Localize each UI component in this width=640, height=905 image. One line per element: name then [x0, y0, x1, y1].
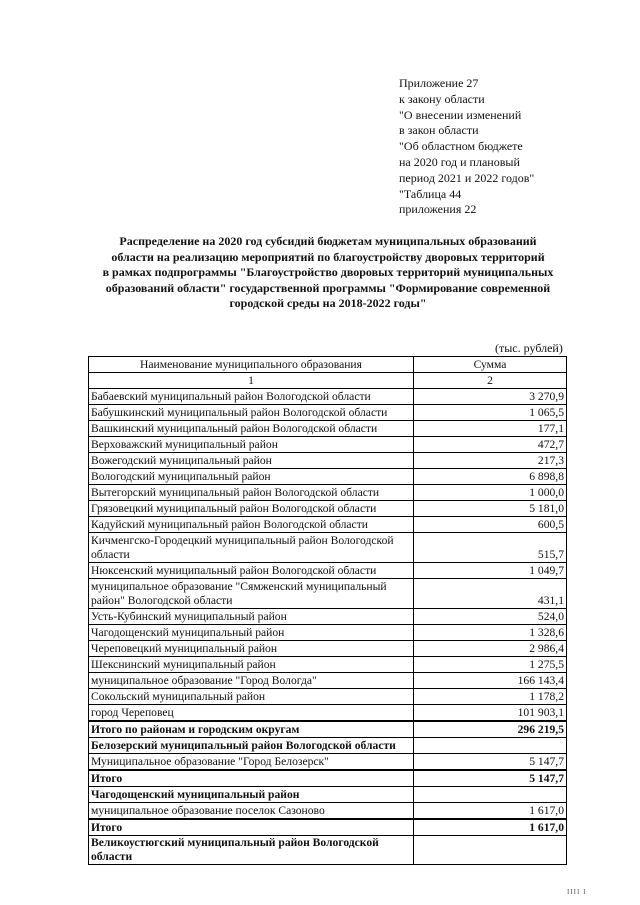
municipality-name-line: муниципальное образование "Сямженский муниципальный	[91, 580, 387, 593]
table-row	[89, 803, 567, 820]
page-mark: ІІІІ І	[567, 888, 587, 896]
column-header-name: Наименование муниципального образования	[89, 357, 414, 373]
subsidy-amount: 1 328,6	[414, 625, 567, 641]
municipality-name: Итого	[89, 819, 414, 836]
total-row	[89, 770, 567, 787]
units-label: (тыс. рублей)	[495, 341, 563, 355]
subsidy-amount	[414, 836, 567, 865]
column-number-1: 1	[89, 373, 414, 389]
table-row	[89, 754, 567, 771]
municipality-name: Белозерский муниципальный район Вологодской области	[89, 738, 414, 754]
subsidy-amount: 2 986,4	[414, 641, 567, 657]
municipality-name: Вожегодский муниципальный район	[89, 453, 414, 469]
title-line: в рамках подпрограммы "Благоустройство дворовых территорий муниципальных	[102, 265, 554, 280]
subsidy-amount: 431,1	[414, 579, 567, 609]
subsidy-amount: 3 270,9	[414, 389, 567, 405]
table-row	[89, 641, 567, 657]
table-row	[89, 421, 567, 437]
table-row	[89, 453, 567, 469]
municipality-name: Чагодощенский муниципальный район	[89, 625, 414, 641]
appendix-line: Приложение 27	[399, 76, 479, 90]
appendix-line: период 2021 и 2022 годов"	[399, 170, 535, 185]
table-row	[89, 469, 567, 485]
table-row	[89, 437, 567, 453]
municipality-name: Шекснинский муниципальный район	[89, 657, 414, 673]
municipality-name: муниципальное образование поселок Сазоново	[89, 803, 414, 820]
municipality-name-line: области	[91, 548, 130, 561]
municipality-name: Бабаевский муниципальный район Вологодской области	[89, 389, 414, 405]
municipality-name: Муниципальное образование "Город Белозерск"	[89, 754, 414, 771]
subsidy-amount	[414, 738, 567, 754]
municipality-name: Вашкинский муниципальный район Вологодской области	[89, 421, 414, 437]
appendix-line: "Об областном бюджете	[399, 139, 523, 154]
appendix-line: в закон области	[399, 123, 479, 138]
appendix-note	[399, 76, 534, 218]
subsidy-amount: 1 178,2	[414, 689, 567, 705]
municipality-name: Кадуйский муниципальный район Вологодской области	[89, 517, 414, 533]
municipality-name-line: район" Вологодской области	[91, 594, 233, 607]
subsidy-amount: 524,0	[414, 609, 567, 625]
table-header-row	[89, 357, 567, 373]
table-row	[89, 657, 567, 673]
table-row	[89, 625, 567, 641]
title-line: городской среды на 2018-2022 годы"	[229, 296, 427, 311]
municipality-name: Вологодский муниципальный район	[89, 469, 414, 485]
appendix-line: "Таблица 44	[399, 186, 462, 201]
municipality-name: Бабушкинский муниципальный район Вологодской области	[89, 405, 414, 421]
subsidy-amount: 1 617,0	[414, 819, 567, 836]
title-line: Распределение на 2020 год субсидий бюджетам муниципальных образований	[119, 234, 537, 248]
municipality-name: Итого	[89, 770, 414, 787]
subsidy-table	[88, 356, 567, 865]
section-header-row	[89, 787, 567, 803]
subsidy-amount	[414, 787, 567, 803]
column-header-amount: Сумма	[414, 357, 567, 373]
subsidy-amount: 6 898,8	[414, 469, 567, 485]
municipality-name	[89, 579, 414, 609]
subsidy-amount: 166 143,4	[414, 673, 567, 689]
appendix-line: "О внесении изменений	[399, 107, 522, 122]
table-row	[89, 689, 567, 705]
subsidy-amount: 1 275,5	[414, 657, 567, 673]
column-number-2: 2	[414, 373, 567, 389]
subsidy-amount: 177,1	[414, 421, 567, 437]
subsidy-amount: 5 181,0	[414, 501, 567, 517]
section-header-row	[89, 836, 567, 865]
title-line: области на реализацию мероприятий по благоустройству дворовых территорий	[111, 249, 545, 264]
total-row	[89, 819, 567, 836]
municipality-name	[89, 533, 414, 563]
municipality-name: муниципальное образование "Город Вологда"	[89, 673, 414, 689]
appendix-line: на 2020 год и плановый	[399, 154, 520, 169]
total-row	[89, 721, 567, 738]
municipality-name: Итого по районам и городским округам	[89, 721, 414, 738]
table-row	[89, 673, 567, 689]
subsidy-amount: 472,7	[414, 437, 567, 453]
municipality-name: Великоустюгский муниципальный район Вологодской области	[89, 836, 414, 865]
table-row	[89, 533, 567, 563]
subsidy-amount: 1 000,0	[414, 485, 567, 501]
table-row	[89, 609, 567, 625]
subsidy-amount: 1 065,5	[414, 405, 567, 421]
subsidy-amount: 600,5	[414, 517, 567, 533]
section-header-row	[89, 738, 567, 754]
table-row	[89, 405, 567, 421]
table-row	[89, 705, 567, 722]
municipality-name: Грязовецкий муниципальный район Вологодской области	[89, 501, 414, 517]
table-column-number-row	[89, 373, 567, 389]
subsidy-amount: 1 617,0	[414, 803, 567, 820]
municipality-name: Сокольский муниципальный район	[89, 689, 414, 705]
subsidy-amount: 5 147,7	[414, 754, 567, 771]
municipality-name: Вытегорский муниципальный район Вологодской области	[89, 485, 414, 501]
municipality-name: Нюксенский муниципальный район Вологодской области	[89, 563, 414, 579]
subsidy-amount: 296 219,5	[414, 721, 567, 738]
title-line: образований области" государственной программы "Формирование современной	[105, 280, 551, 295]
subsidy-amount: 217,3	[414, 453, 567, 469]
subsidy-amount: 515,7	[414, 533, 567, 563]
municipality-name: Верховажский муниципальный район	[89, 437, 414, 453]
table-row	[89, 579, 567, 609]
municipality-name: город Череповец	[89, 705, 414, 722]
appendix-line: приложения 22	[399, 202, 477, 217]
table-row	[89, 389, 567, 405]
table-row	[89, 517, 567, 533]
municipality-name: Чагодощенский муниципальный район	[89, 787, 414, 803]
municipality-name-line: Кичменгско-Городецкий муниципальный район Вологодской	[91, 534, 394, 547]
document-title	[88, 234, 568, 312]
municipality-name: Череповецкий муниципальный район	[89, 641, 414, 657]
table-row	[89, 563, 567, 579]
subsidy-amount: 5 147,7	[414, 770, 567, 787]
municipality-name: Усть-Кубинский муниципальный район	[89, 609, 414, 625]
table-row	[89, 485, 567, 501]
appendix-line: к закону области	[399, 91, 485, 106]
table-row	[89, 501, 567, 517]
subsidy-amount: 101 903,1	[414, 705, 567, 722]
subsidy-amount: 1 049,7	[414, 563, 567, 579]
